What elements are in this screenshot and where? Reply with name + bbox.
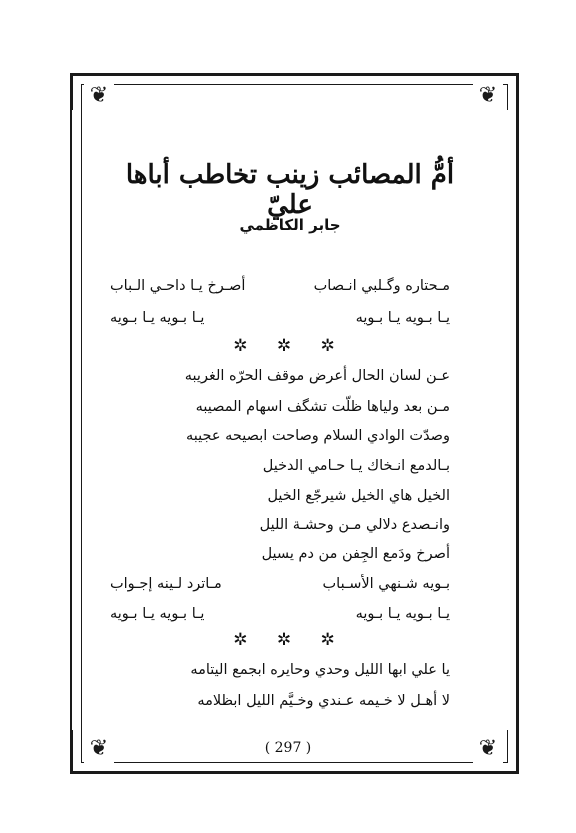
page-number: ( 297 ) bbox=[264, 740, 312, 756]
verse-line: يا علي ابها الليل وحدي وحايره ابجمع اليتامه bbox=[190, 662, 450, 678]
verse-hemistich-left: يـا بـويه يـا بـويه bbox=[110, 606, 205, 622]
verse-line: وانـصدع دلالي مـن وحشـة الليل bbox=[259, 517, 450, 533]
corner-flourish-icon: ❦ bbox=[84, 733, 114, 763]
corner-flourish-icon: ❦ bbox=[473, 733, 503, 763]
verse-line: وصدّت الوادي السلام وصاحت ابصيحه عجيبه bbox=[185, 428, 450, 444]
verse-hemistich-right: يـا بـويه يـا بـويه bbox=[355, 310, 450, 326]
verse-line bbox=[110, 278, 450, 294]
verse-line: أصرخ ودَمع الجِفن من دم يسيل bbox=[261, 546, 450, 562]
stars-separator: ✲ ✲ ✲ bbox=[233, 336, 347, 356]
right-border-ornament bbox=[507, 110, 516, 730]
left-border-ornament bbox=[72, 110, 81, 730]
verse-hemistich-right: بـويه شـنهي الأسـباب bbox=[322, 576, 450, 592]
verse-hemistich-left: مـاترد لـينه إجـواب bbox=[110, 576, 222, 592]
corner-flourish-icon: ❦ bbox=[473, 80, 503, 110]
poet-name: جابر الكاظمي bbox=[239, 216, 341, 234]
verse-line: بـالدمع انـخاك يـا حـامي الدخيل bbox=[262, 458, 450, 474]
verse-line: عـن لسان الحال أعرض موقف الحرّه الغريبه bbox=[184, 368, 450, 384]
verse-hemistich-left: يـا بـويه يـا بـويه bbox=[110, 310, 205, 326]
verse-line: الخيل هاي الخيل شيرجّع الخيل bbox=[267, 488, 450, 504]
verse-hemistich-right: يـا بـويه يـا بـويه bbox=[355, 606, 450, 622]
verse-line: لا أهـل لا خـيمه عـندي وخـيَّم الليل ابظلامه bbox=[197, 693, 450, 709]
verse-hemistich-left: أصـرخ يـا داحـي الـباب bbox=[110, 278, 246, 294]
verse-line bbox=[110, 606, 450, 622]
corner-flourish-icon: ❦ bbox=[84, 80, 114, 110]
verse-hemistich-right: مـحتاره وگـلبي انـصاب bbox=[313, 278, 450, 294]
stars-separator: ✲ ✲ ✲ bbox=[233, 630, 347, 650]
verse-line bbox=[110, 310, 450, 326]
verse-line: مـن بعد ولياها ظلّت تشگف اسهام المصيبه bbox=[195, 399, 450, 415]
verse-line bbox=[110, 576, 450, 592]
poem-title: أمُّ المصائب زينب تخاطب أباها عليّ bbox=[125, 160, 455, 220]
